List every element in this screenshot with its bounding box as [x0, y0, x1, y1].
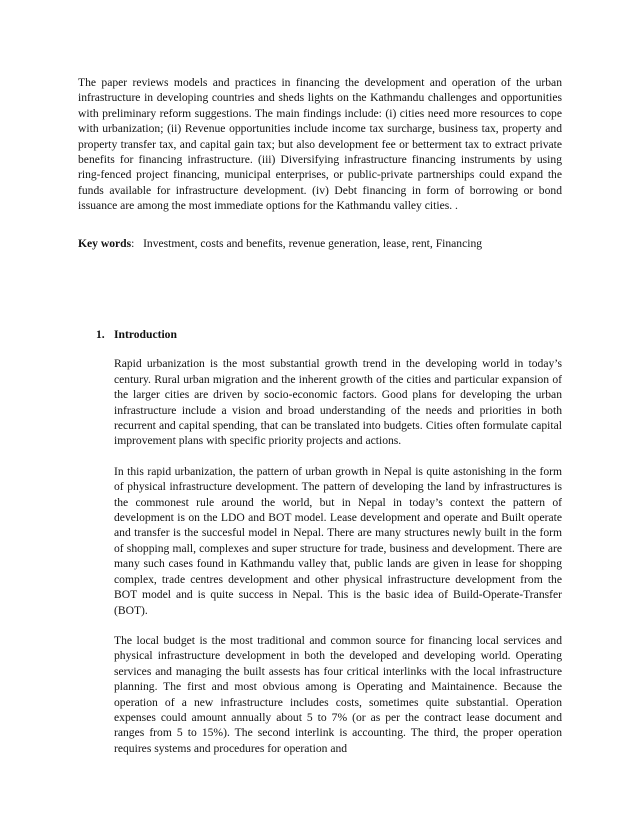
section-heading: [96, 327, 562, 342]
section-title: Introduction: [114, 328, 177, 341]
keywords-text: Investment, costs and benefits, revenue generation, lease, rent, Financing: [143, 237, 483, 250]
intro-paragraph-3: The local budget is the most traditional and common source for financing local services and physical infrastructure development in both the developed and developing world. Operating services and managing the built assests has four critical interlinks with the local infrastructure planning. The first and most obvious among is Operating and Maintainence. Because the operation of a new infrastructure includes costs, sometimes quite substantial. Operation expenses could amount annually about 5 to 7% (or as per the contract lease document and ranges from 5 to 15%). The second interlink is accounting. The third, the proper operation requires systems and procedures for operation and: [114, 633, 562, 755]
keywords-line: [78, 236, 578, 251]
keywords-colon: :: [131, 237, 144, 250]
keywords-label: Key words: [78, 237, 132, 250]
section-number: 1.: [96, 328, 105, 341]
abstract-paragraph: The paper reviews models and practices in financing the development and operation of the urban infrastructure in developing countries and sheds lights on the Kathmandu challenges and opportunities with preliminary reform suggestions. The main findings include: (i) cities need more resources to cope with urbanization; (ii) Revenue opportunities include income tax surcharge, business tax, property and property transfer tax, and capital gain tax; but also development fee or betterment tax to extract private benefits for financing infrastructure. (iii) Diversifying infrastructure financing instruments by using ring-fenced project financing, municipal enterprises, or public-private partnerships could expand the funds available for infrastructure development. (iv) Debt financing in form of borrowing or bond issuance are among the most immediate options for the Kathmandu valley cities. .: [78, 76, 562, 213]
intro-paragraph-1: Rapid urbanization is the most substantial growth trend in the developing world in today’s century. Rural urban migration and the inherent growth of the cities and particular expansion of the larger cities are driven by socio-economic factors. Good plans for developing the urban infrastructure include a vision and broad understanding of the needs and priorities in both recurrent and capital spending, that can be translated into budgets. Cities often formulate capital improvement plans with specific priority projects and actions.: [114, 357, 562, 448]
intro-paragraph-2: In this rapid urbanization, the pattern of urban growth in Nepal is quite astonishing in the form of physical infrastructure development. The pattern of developing the land by infrastructures is the commonest rule around the world, but in Nepal in today’s context the pattern of development is on the LDO and BOT model. Lease development and operate and Built operate and transfer is the succesful model in Nepal. There are many structures newly built in the form of shopping mall, complexes and super structure for trade, business and development. There are many such cases found in Kathmandu valley that, public lands are given in lease for shopping complex, trade centres development and other physical infrastructure development from the BOT model and is quite success in Nepal. This is the basic idea of Build-Operate-Transfer (BOT).: [114, 464, 562, 617]
introduction-section: [96, 327, 562, 771]
